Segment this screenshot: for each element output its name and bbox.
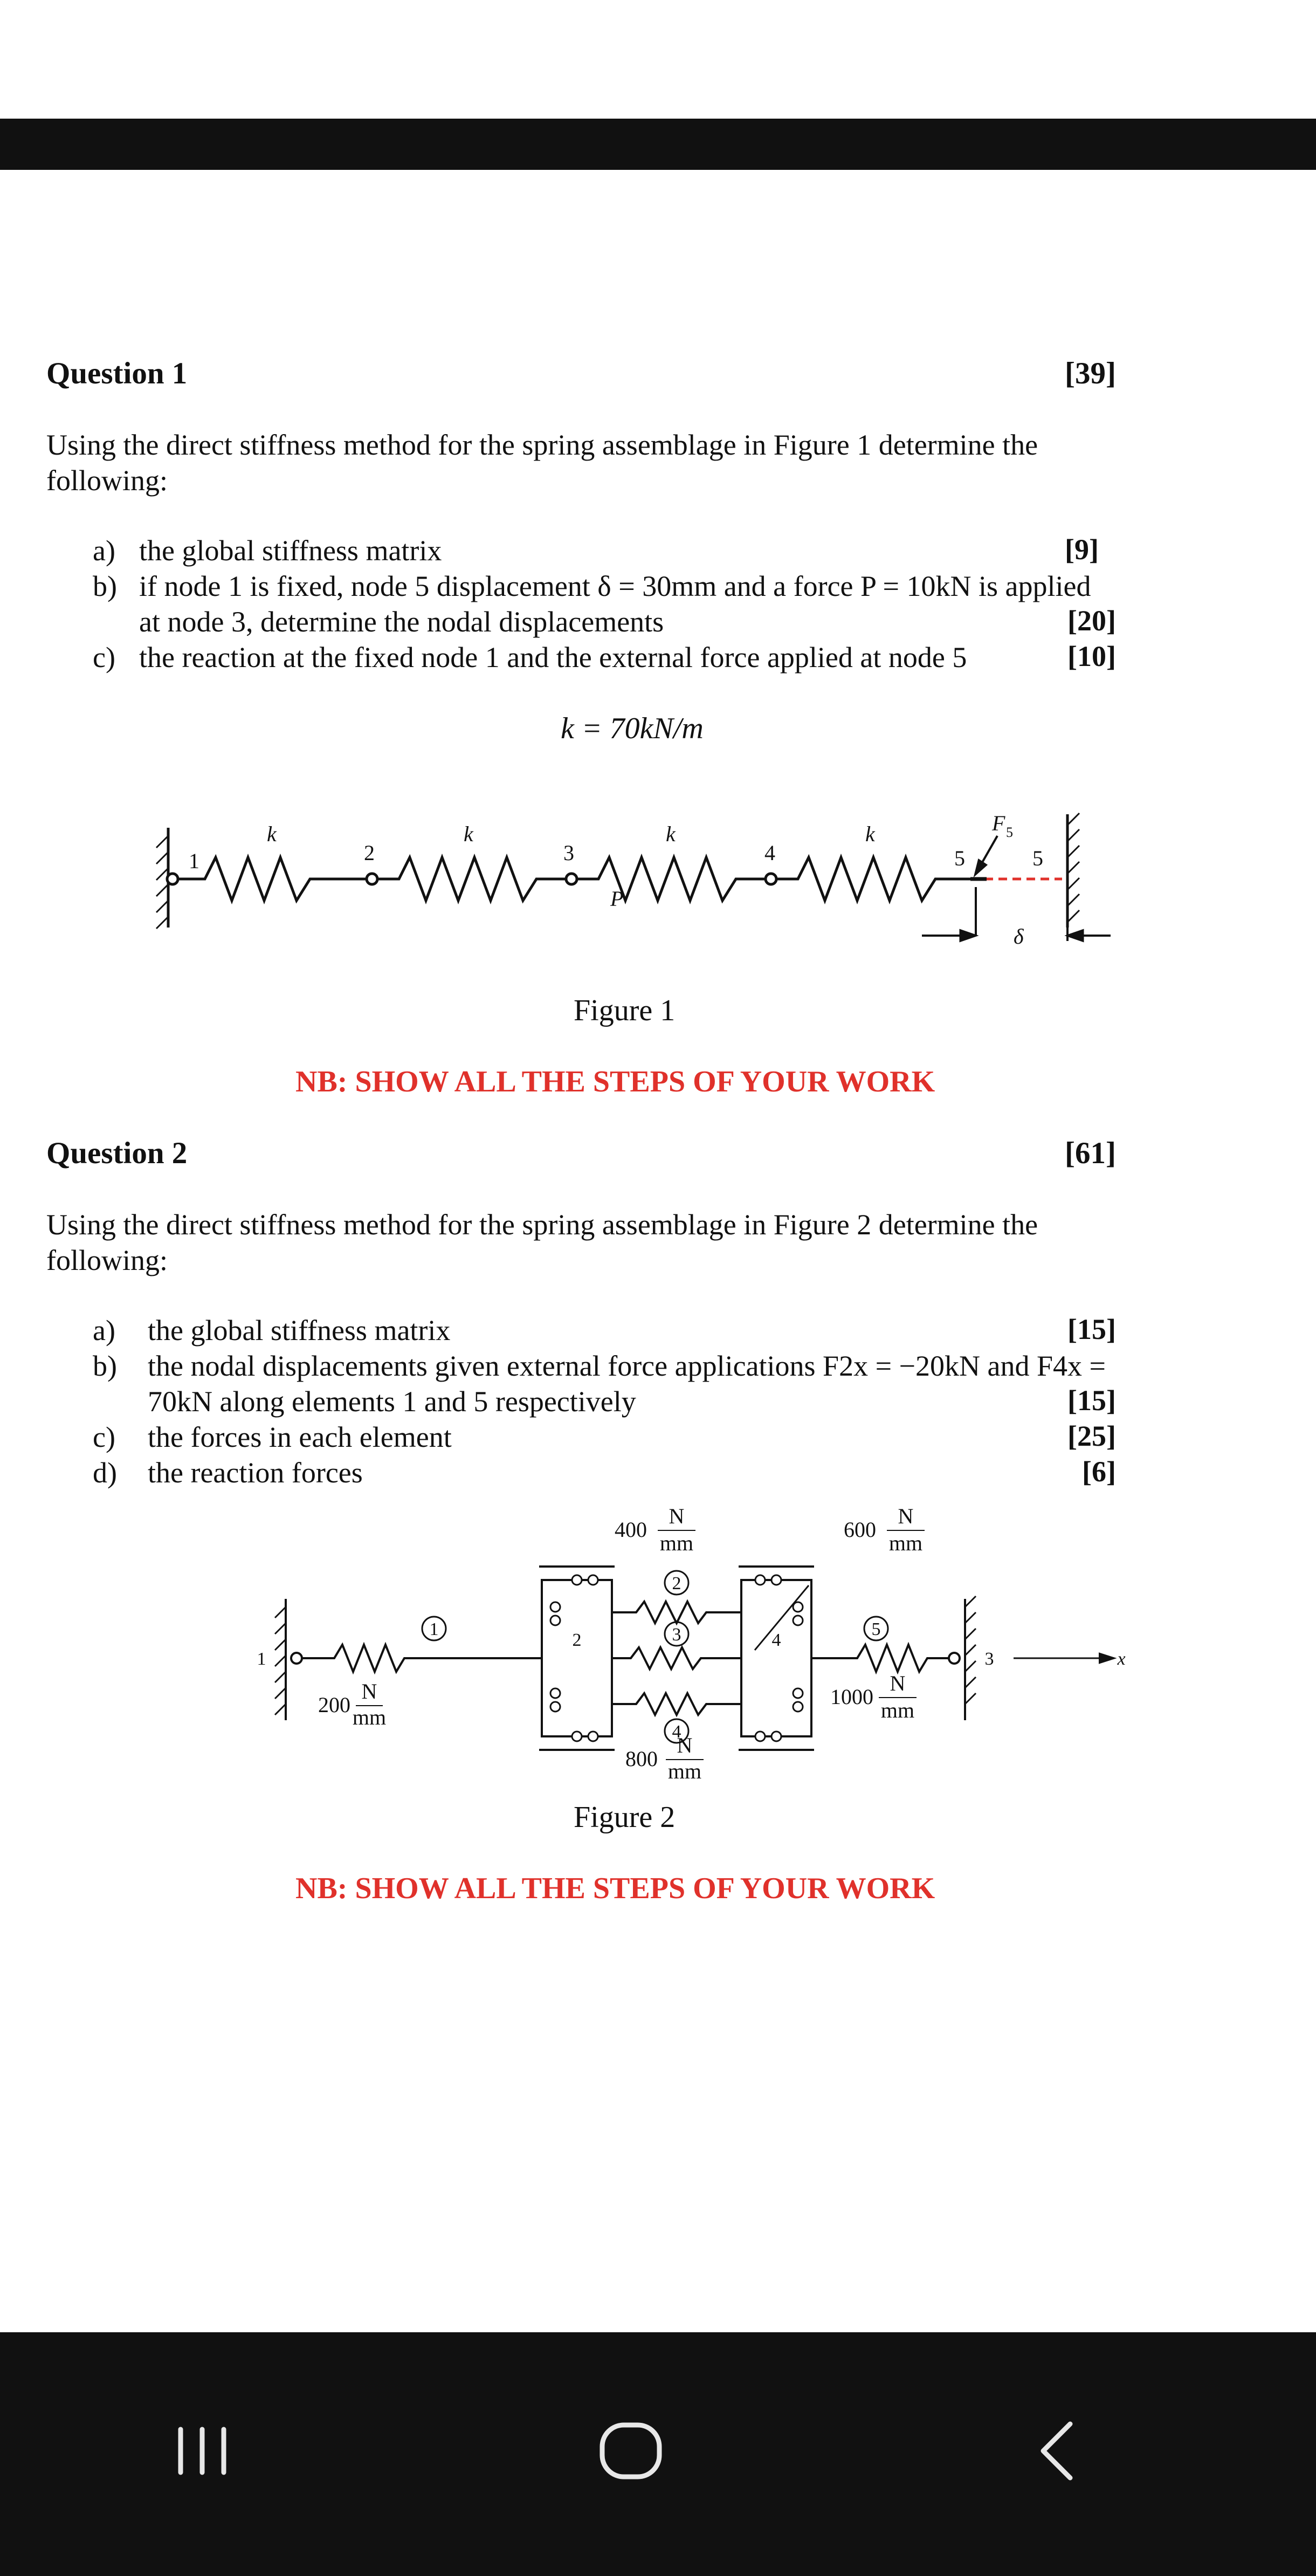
q1-item-c-text: the reaction at the fixed node 1 and the external force applied at node 5 (139, 641, 967, 674)
status-bar (0, 0, 1316, 119)
q2-item-b-line2: 70kN along elements 1 and 5 respectively (148, 1385, 636, 1418)
q2-item-a-mark: [15] (1067, 1313, 1116, 1345)
spring-4 (776, 857, 970, 901)
q2-heading: Question 2 (46, 1136, 188, 1170)
home-button[interactable] (596, 2419, 666, 2483)
k4-unit-num: N (677, 1733, 693, 1757)
figure-2-diagram (237, 1499, 1154, 1790)
element-label-4: 4 (672, 1722, 681, 1742)
node-label-1: 1 (257, 1649, 266, 1669)
q1-item-b-mark: [20] (1067, 604, 1116, 637)
spring-3 (577, 857, 766, 901)
q1-item-a-label: a) (93, 534, 115, 567)
k2-unit-num: N (669, 1504, 685, 1528)
spring-label-k2: k (464, 822, 473, 846)
node-label-3: 3 (563, 841, 574, 865)
spring-element-2 (612, 1602, 741, 1623)
k2-value: 400 (615, 1517, 647, 1542)
node-1 (167, 874, 178, 884)
q2-item-d-mark: [6] (1082, 1455, 1116, 1488)
navigation-bar (0, 2332, 1316, 2576)
delta-label: δ (1014, 924, 1024, 949)
back-button[interactable] (1024, 2419, 1094, 2483)
element-label-1: 1 (429, 1619, 439, 1639)
node-label-5a: 5 (954, 846, 965, 870)
q2-item-b-label: b) (93, 1350, 117, 1382)
node-label-2: 2 (364, 841, 375, 865)
node-3 (566, 874, 577, 884)
q2-item-d-label: d) (93, 1457, 117, 1489)
q1-heading: Question 1 (46, 356, 188, 390)
q1-item-a-mark: [9] (1065, 533, 1099, 566)
q2-intro-line2: following: (46, 1244, 168, 1276)
force-label-f-sub: 5 (1006, 825, 1013, 840)
k1-unit-den: mm (352, 1705, 387, 1729)
q2-item-c-label: c) (93, 1421, 115, 1453)
spring-1 (173, 857, 367, 901)
q2-item-c-text: the forces in each element (148, 1421, 452, 1453)
force-f5-arrowhead (976, 861, 986, 874)
top-app-bar (0, 119, 1316, 170)
figure-2-caption: Figure 2 (574, 1801, 676, 1834)
element-label-3: 3 (672, 1625, 681, 1645)
q2-intro (46, 1207, 1254, 1278)
spring-label-k1: k (267, 822, 277, 846)
q1-total-marks: [39] (1065, 356, 1116, 390)
node-label-1: 1 (189, 849, 199, 873)
recents-icon (167, 2419, 237, 2483)
force-label-p: P (610, 887, 624, 911)
node-label-3: 3 (984, 1649, 994, 1669)
q2-intro-line1: Using the direct stiffness method for the spring assemblage in Figure 2 determine the (46, 1208, 1038, 1241)
node-label-2: 2 (572, 1630, 582, 1650)
q1-item-b-line2: at node 3, determine the nodal displacements (139, 606, 664, 638)
axis-label-x: x (1117, 1649, 1126, 1669)
k1-value: 200 (318, 1693, 350, 1717)
node-label-5b: 5 (1032, 846, 1043, 870)
spring-element-3 (612, 1647, 741, 1669)
k1-unit-num: N (361, 1679, 377, 1703)
node-1 (291, 1653, 302, 1664)
q1-item-b-line1: if node 1 is fixed, node 5 displacement δ = 30mm and a force P = 10kN is applied (139, 570, 1091, 602)
back-icon (1024, 2419, 1094, 2483)
q1-item-c-label: c) (93, 641, 115, 674)
spring-2 (377, 857, 566, 901)
k3-unit-den: mm (888, 1531, 923, 1555)
q1-item-a-text: the global stiffness matrix (139, 534, 442, 567)
k5-unit-den: mm (880, 1698, 915, 1722)
k5-unit-num: N (890, 1671, 906, 1695)
q1-nb-note: NB: SHOW ALL THE STEPS OF YOUR WORK (295, 1065, 935, 1098)
k4-value: 800 (625, 1747, 658, 1771)
q2-item-b-mark: [15] (1067, 1384, 1116, 1417)
node-label-4: 4 (771, 1630, 781, 1650)
figure-1-caption: Figure 1 (574, 994, 676, 1027)
k4-unit-den: mm (667, 1759, 702, 1783)
q1-intro (46, 427, 1254, 498)
q1-intro-line1: Using the direct stiffness method for the spring assemblage in Figure 1 determine the (46, 429, 1038, 461)
q2-item-d-text: the reaction forces (148, 1457, 363, 1489)
spring-element-4 (612, 1693, 741, 1715)
q2-item-b-line1: the nodal displacements given external force applications F2x = −20kN and F4x = (148, 1350, 1106, 1382)
node-4 (766, 874, 776, 884)
k2-unit-den: mm (659, 1531, 694, 1555)
force-label-f: F (992, 811, 1005, 835)
q2-total-marks: [61] (1065, 1136, 1116, 1170)
spring-label-k3: k (666, 822, 676, 846)
k3-value: 600 (844, 1517, 876, 1542)
q1-intro-line2: following: (46, 464, 168, 497)
home-icon (596, 2419, 666, 2483)
q2-item-a-label: a) (93, 1314, 115, 1347)
q2-item-c-mark: [25] (1067, 1420, 1116, 1452)
spring-element-5 (811, 1645, 949, 1672)
figure-1-diagram (146, 798, 1132, 971)
q1-stiffness-equation: k = 70kN/m (561, 712, 704, 745)
node-label-4: 4 (764, 841, 775, 865)
k5-value: 1000 (830, 1685, 873, 1709)
q2-item-a-text: the global stiffness matrix (148, 1314, 451, 1347)
node-2 (367, 874, 377, 884)
q1-item-c-mark: [10] (1067, 640, 1116, 672)
q2-nb-note: NB: SHOW ALL THE STEPS OF YOUR WORK (295, 1872, 935, 1905)
element-label-2: 2 (672, 1574, 681, 1593)
k3-unit-num: N (898, 1504, 914, 1528)
spring-element-1 (302, 1645, 542, 1672)
q1-item-b-label: b) (93, 570, 117, 602)
recents-button[interactable] (167, 2419, 237, 2483)
spring-label-k4: k (865, 822, 875, 846)
element-label-5: 5 (871, 1619, 881, 1639)
node-3 (949, 1653, 960, 1664)
